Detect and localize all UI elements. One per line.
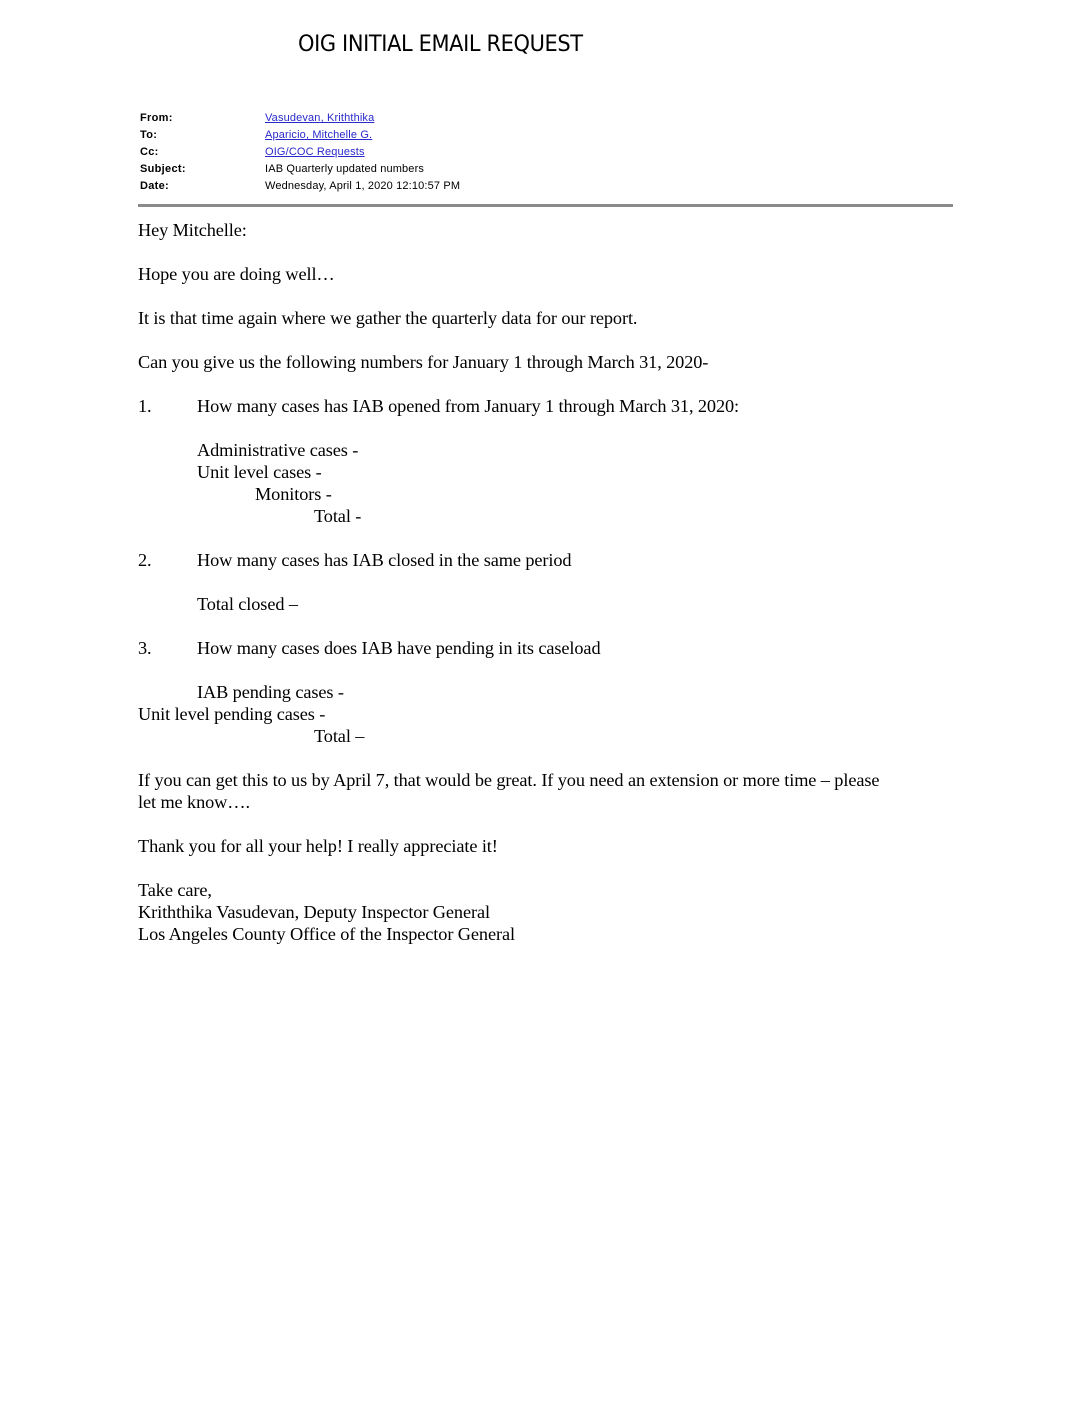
question-2-text: How many cases has IAB closed in the same period	[197, 550, 572, 570]
cc-label: Cc:	[140, 146, 159, 158]
request-line: Can you give us the following numbers for January 1 through March 31, 2020-	[138, 352, 709, 372]
field-total-closed: Total closed –	[197, 594, 298, 614]
deadline-line-1: If you can get this to us by April 7, that would be great. If you need an extension or more time – please	[138, 770, 880, 790]
thanks-line: Thank you for all your help! I really appreciate it!	[138, 836, 498, 856]
field-monitors: Monitors -	[255, 484, 332, 504]
signature-organization: Los Angeles County Office of the Inspector General	[138, 924, 515, 944]
field-administrative-cases: Administrative cases -	[197, 440, 359, 460]
question-1-text: How many cases has IAB opened from January 1 through March 31, 2020:	[197, 396, 740, 416]
field-opened-total: Total -	[314, 506, 362, 526]
cc-link[interactable]: OIG/COC Requests	[265, 146, 365, 158]
subject-value: IAB Quarterly updated numbers	[265, 163, 425, 175]
deadline-line-2: let me know….	[138, 792, 250, 812]
date-label: Date:	[140, 180, 170, 192]
field-unit-level-cases: Unit level cases -	[197, 462, 322, 482]
signature-name: Kriththika Vasudevan, Deputy Inspector General	[138, 902, 490, 922]
from-label: From:	[140, 112, 173, 124]
subject-label: Subject:	[140, 163, 186, 175]
to-label: To:	[140, 129, 158, 141]
signoff: Take care,	[138, 880, 212, 900]
header-divider	[138, 204, 953, 207]
to-link[interactable]: Aparicio, Mitchelle G.	[265, 129, 373, 141]
opening-line: Hope you are doing well…	[138, 264, 335, 284]
from-link[interactable]: Vasudevan, Kriththika	[265, 112, 375, 124]
greeting: Hey Mitchelle:	[138, 220, 247, 240]
field-pending-total: Total –	[314, 726, 365, 746]
date-value: Wednesday, April 1, 2020 12:10:57 PM	[265, 180, 461, 192]
question-3-text: How many cases does IAB have pending in its caseload	[197, 638, 601, 658]
intro-line: It is that time again where we gather the quarterly data for our report.	[138, 308, 638, 328]
question-1-number: 1.	[138, 396, 152, 416]
question-3-number: 3.	[138, 638, 152, 658]
field-unit-level-pending-cases: Unit level pending cases -	[138, 704, 326, 724]
document-title: OIG INITIAL EMAIL REQUEST	[298, 31, 583, 57]
field-iab-pending-cases: IAB pending cases -	[197, 682, 344, 702]
question-2-number: 2.	[138, 550, 152, 570]
